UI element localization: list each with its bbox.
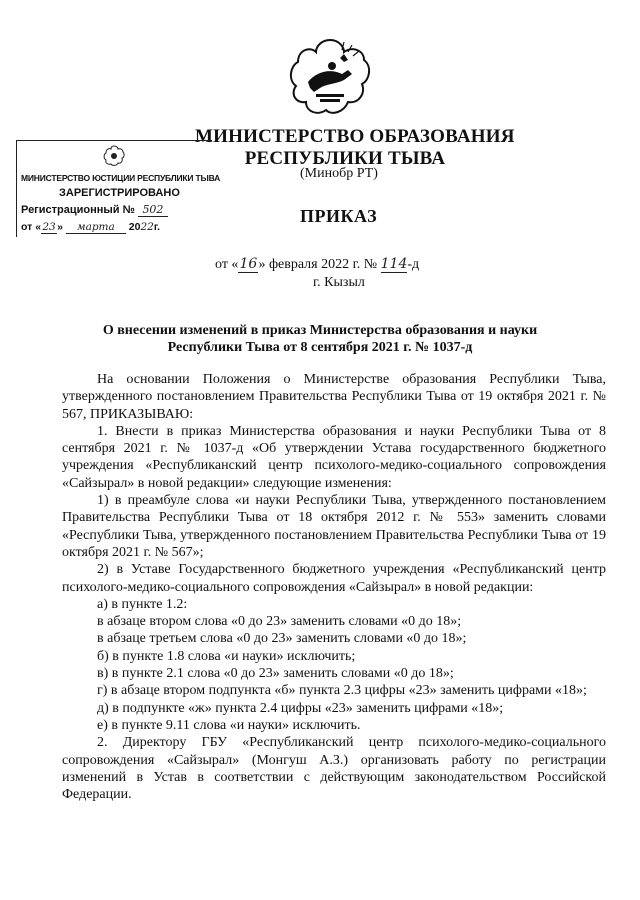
order-subject: [60, 322, 580, 356]
paragraph-item-2: 2. Директору ГБУ «Республиканский центр психолого-медико-социального сопровождения «Сайзырал» (Монгуш А.З.) организовать работу по регистрации изменений в Устав в соответствии с действующим законодательством Российской Федерации.: [62, 735, 606, 803]
order-body: [62, 371, 606, 803]
stamp-ministry-of-justice: МИНИСТЕРСТВО ЮСТИЦИИ РЕСПУБЛИКИ ТЫВА: [21, 173, 221, 183]
ministry-name: [195, 126, 515, 170]
paragraph-item-1-2: 2) в Уставе Государственного бюджетного учреждения «Республиканский центр психолого-медико-социального сопровождения «Сайзырал» в новой редакции:: [62, 562, 606, 595]
document-title: ПРИКАЗ: [300, 206, 378, 226]
stamp-date-year: 22: [140, 221, 154, 233]
stamp-date: [21, 221, 160, 234]
paragraph-sub-b: б) в пункте 1.8 слова «и науки» исключить;: [97, 648, 356, 664]
stamp-registration-number: [21, 203, 168, 217]
paragraph-sub-e: е) в пункте 9.11 слова «и науки» исключить.: [97, 717, 361, 733]
order-number-suffix: -д: [407, 257, 420, 272]
order-date-day: 16: [239, 256, 258, 272]
stamp-date-day: 23: [42, 221, 56, 233]
stamp-date-month: марта: [66, 221, 126, 234]
order-date-prefix: от «: [215, 257, 239, 272]
subject-line-1: О внесении изменений в приказ Министерства образования и науки: [102, 323, 538, 338]
order-city: г. Кызыл: [313, 275, 365, 290]
ministry-line-1: МИНИСТЕРСТВО ОБРАЗОВАНИЯ: [195, 126, 515, 147]
stamp-reg-number: 502: [138, 203, 168, 217]
ministry-line-2: РЕСПУБЛИКИ ТЫВА: [244, 148, 446, 169]
paragraph-item-1-1: 1) в преамбуле слова «и науки Республики Тыва, утвержденного постановлением Правительства Республики Тыва от 18 октября 2012 г. № 553» заменить словами «Республики Тыва, утвержденного постановлением Правительства Республики Тыва от 19 октября 2021 г. № 567»;: [62, 493, 606, 560]
paragraph-sub-a: а) в пункте 1.2:: [97, 596, 188, 612]
order-number: 114: [380, 256, 408, 272]
stamp-reg-label: Регистрационный №: [21, 204, 135, 216]
paragraph-sub-a-2: в абзаце третьем слова «0 до 23» заменить словами «0 до 18»;: [97, 631, 467, 647]
registration-stamp: [16, 140, 221, 237]
ministry-abbreviation: (Минобр РТ): [300, 166, 378, 181]
stamp-registered: ЗАРЕГИСТРИРОВАНО: [59, 187, 180, 199]
stamp-emblem-icon: [103, 145, 125, 167]
paragraph-sub-v: в) в пункте 2.1 слова «0 до 23» заменить словами «0 до 18»;: [97, 666, 454, 682]
paragraph-basis: На основании Положения о Министерстве образования Республики Тыва, утвержденного постановлением Правительства Республики Тыва от 19 октября 2021 г. № 567, ПРИКАЗЫВАЮ:: [62, 372, 606, 422]
paragraph-sub-d: д) в подпункте «ж» пункта 2.4 цифры «23» заменить цифрами «18»;: [97, 700, 504, 716]
order-date-rest: » февраля 2022 г. №: [258, 257, 378, 272]
stamp-date-mid: »: [57, 221, 63, 233]
paragraph-sub-g: г) в абзаце втором подпункта «б» пункта 2.3 цифры «23» заменить цифрами «18»;: [97, 683, 587, 699]
stamp-date-suffix: г.: [153, 221, 161, 233]
order-date-number: [215, 256, 419, 273]
tuva-emblem-icon: [286, 36, 374, 118]
stamp-date-prefix: от «: [21, 221, 42, 233]
paragraph-item-1: 1. Внести в приказ Министерства образования и науки Республики Тыва от 8 сентября 2021 г. № 1037-д «Об утверждении Устава государственного бюджетного учреждения «Республиканский центр психолого-медико-социального сопровождения «Сайзырал» в новой редакции» следующие изменения:: [62, 423, 606, 491]
paragraph-sub-a-1: в абзаце втором слова «0 до 23» заменить словами «0 до 18»;: [97, 614, 462, 630]
subject-line-2: Республики Тыва от 8 сентября 2021 г. № 1037-д: [167, 340, 473, 355]
stamp-date-year-prefix: 20: [128, 221, 141, 233]
